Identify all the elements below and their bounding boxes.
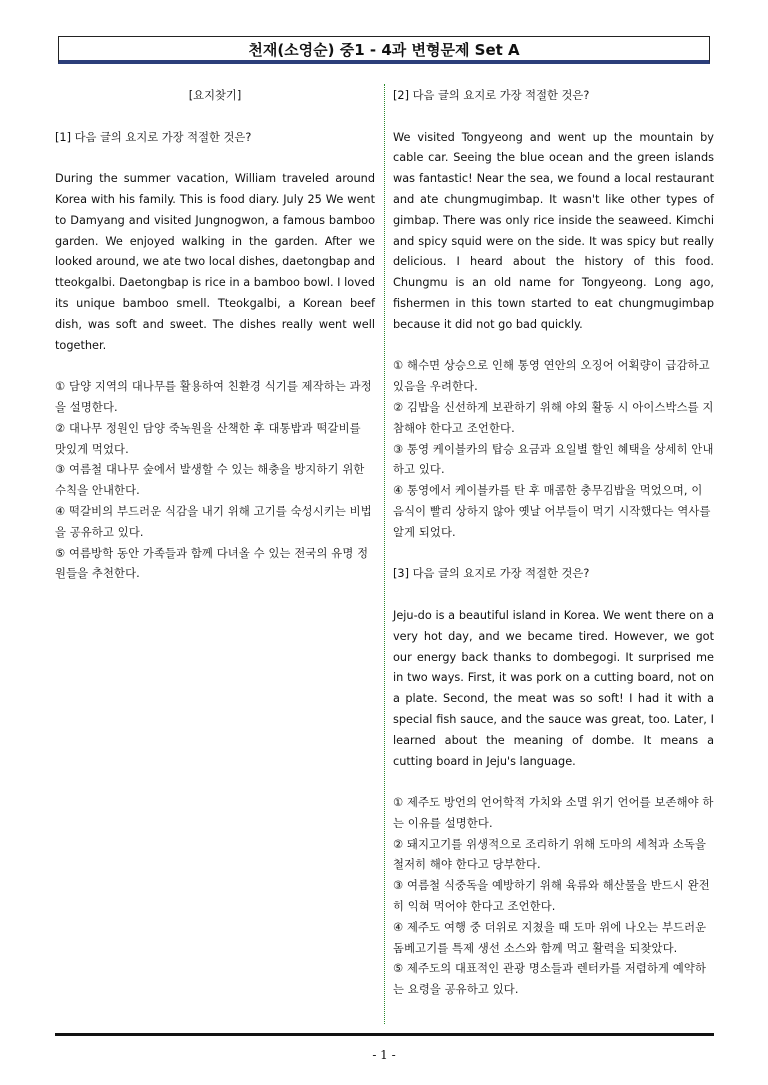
left-column [55,86,375,585]
option-item: ③ 여름철 대나무 숲에서 발생할 수 있는 해충을 방지하기 위한 수칙을 안내한다. [55,463,365,498]
section-heading: [요지찾기] [188,89,242,102]
footer-rule [55,1033,714,1036]
question-3-prompt: [3] 다음 글의 요지로 가장 적절한 것은? [393,567,590,581]
option-item: ① 해수면 상승으로 인해 통영 연안의 오징어 어획량이 급감하고 있음을 우려한다. [393,359,710,394]
column-divider [384,84,385,1024]
option-item: ① 제주도 방언의 언어학적 가치와 소멸 위기 언어를 보존해야 하는 이유를 설명한다. [393,796,714,830]
option-item: ④ 통영에서 케이블카를 탄 후 매콤한 충무김밥을 먹었으며, 이 음식이 빨리 상하지 않아 옛날 어부들이 먹기 시작했다는 역사를 알게 되었다. [393,484,711,539]
question-1-passage: During the summer vacation, William traveled around Korea with his family. This is food diary. July 25 We went to Damyang and visited Jungnogwon, a famous bamboo garden. We enjoyed walking in the garden. After we looked around, we ate two local dishes, daetongbap and tteokgalbi. Daetongbap is rice in a bamboo bowl. I loved its unique bamboo smell. Tteokgalbi, a Korean beef dish, was soft and sweet. The dishes really went well together. [55,172,375,352]
option-item: ② 돼지고기를 위생적으로 조리하기 위해 도마의 세척과 소독을 철저히 해야 한다고 당부한다. [393,837,707,872]
page-number: - 1 - [372,1048,396,1062]
option-item: ④ 떡갈비의 부드러운 식감을 내기 위해 고기를 숙성시키는 비법을 공유하고 있다. [55,504,372,539]
option-item: ③ 통영 케이블카의 탑승 요금과 요일별 할인 혜택을 상세히 안내하고 있다. [393,442,714,477]
question-2-passage: We visited Tongyeong and went up the mountain by cable car. Seeing the blue ocean and the green islands was fantastic! Near the sea, we found a local restaurant and ate chungmugimbap. It wasn't like other types of gimbap. There was only rice inside the seaweed. Kimchi and spicy squid were on the side. It was spicy but really delicious. I heard about the history of this food. Chungmu is an old name for Tongyeong. Long ago, fishermen in this town started to eat chungmugimbap because it did not go bad quickly. [393,130,714,331]
question-2-prompt: [2] 다음 글의 요지로 가장 적절한 것은? [393,89,590,102]
right-column [393,86,714,1001]
question-1-prompt: [1] 다음 글의 요지로 가장 적절한 것은? [55,130,252,144]
question-2-options [393,356,714,543]
option-item: ② 대나무 정원인 담양 죽녹원을 산책한 후 대통밥과 떡갈비를 맛있게 먹었다. [55,421,361,456]
option-item: ② 김밥을 신선하게 보관하기 위해 야외 활동 시 아이스박스를 지참해야 한다고 조언한다. [393,400,714,435]
page-title: 천재(소영순) 중1 - 4과 변형문제 Set A [58,36,710,64]
question-1-options [55,377,375,585]
option-item: ③ 여름철 식중독을 예방하기 위해 육류와 해산물을 반드시 완전히 익혀 먹어야 한다고 조언한다. [393,879,710,914]
question-3-options [393,793,714,1001]
option-item: ① 담양 지역의 대나무를 활용하여 친환경 식기를 제작하는 과정을 설명한다. [55,380,372,414]
question-3-passage: Jeju-do is a beautiful island in Korea. We went there on a very hot day, and we became tired. However, we got our energy back thanks to dombegogi. It surprised me in two ways. First, it was pork on a cutting board, not on a plate. Second, the meat was so soft! I had it with a special fish sauce, and the sauce was great, too. Later, I learned about the meaning of dombe. It means a cutting board in Jeju's language. [393,608,714,768]
option-item: ⑤ 제주도의 대표적인 관광 명소들과 렌터카를 저렴하게 예약하는 요령을 공유하고 있다. [393,962,707,997]
option-item: ⑤ 여름방학 동안 가족들과 함께 다녀올 수 있는 전국의 유명 정원들을 추천한다. [55,546,369,581]
option-item: ④ 제주도 여행 중 더위로 지쳤을 때 도마 위에 나오는 부드러운 돔베고기를 특제 생선 소스와 함께 먹고 활력을 되찾았다. [393,920,707,955]
